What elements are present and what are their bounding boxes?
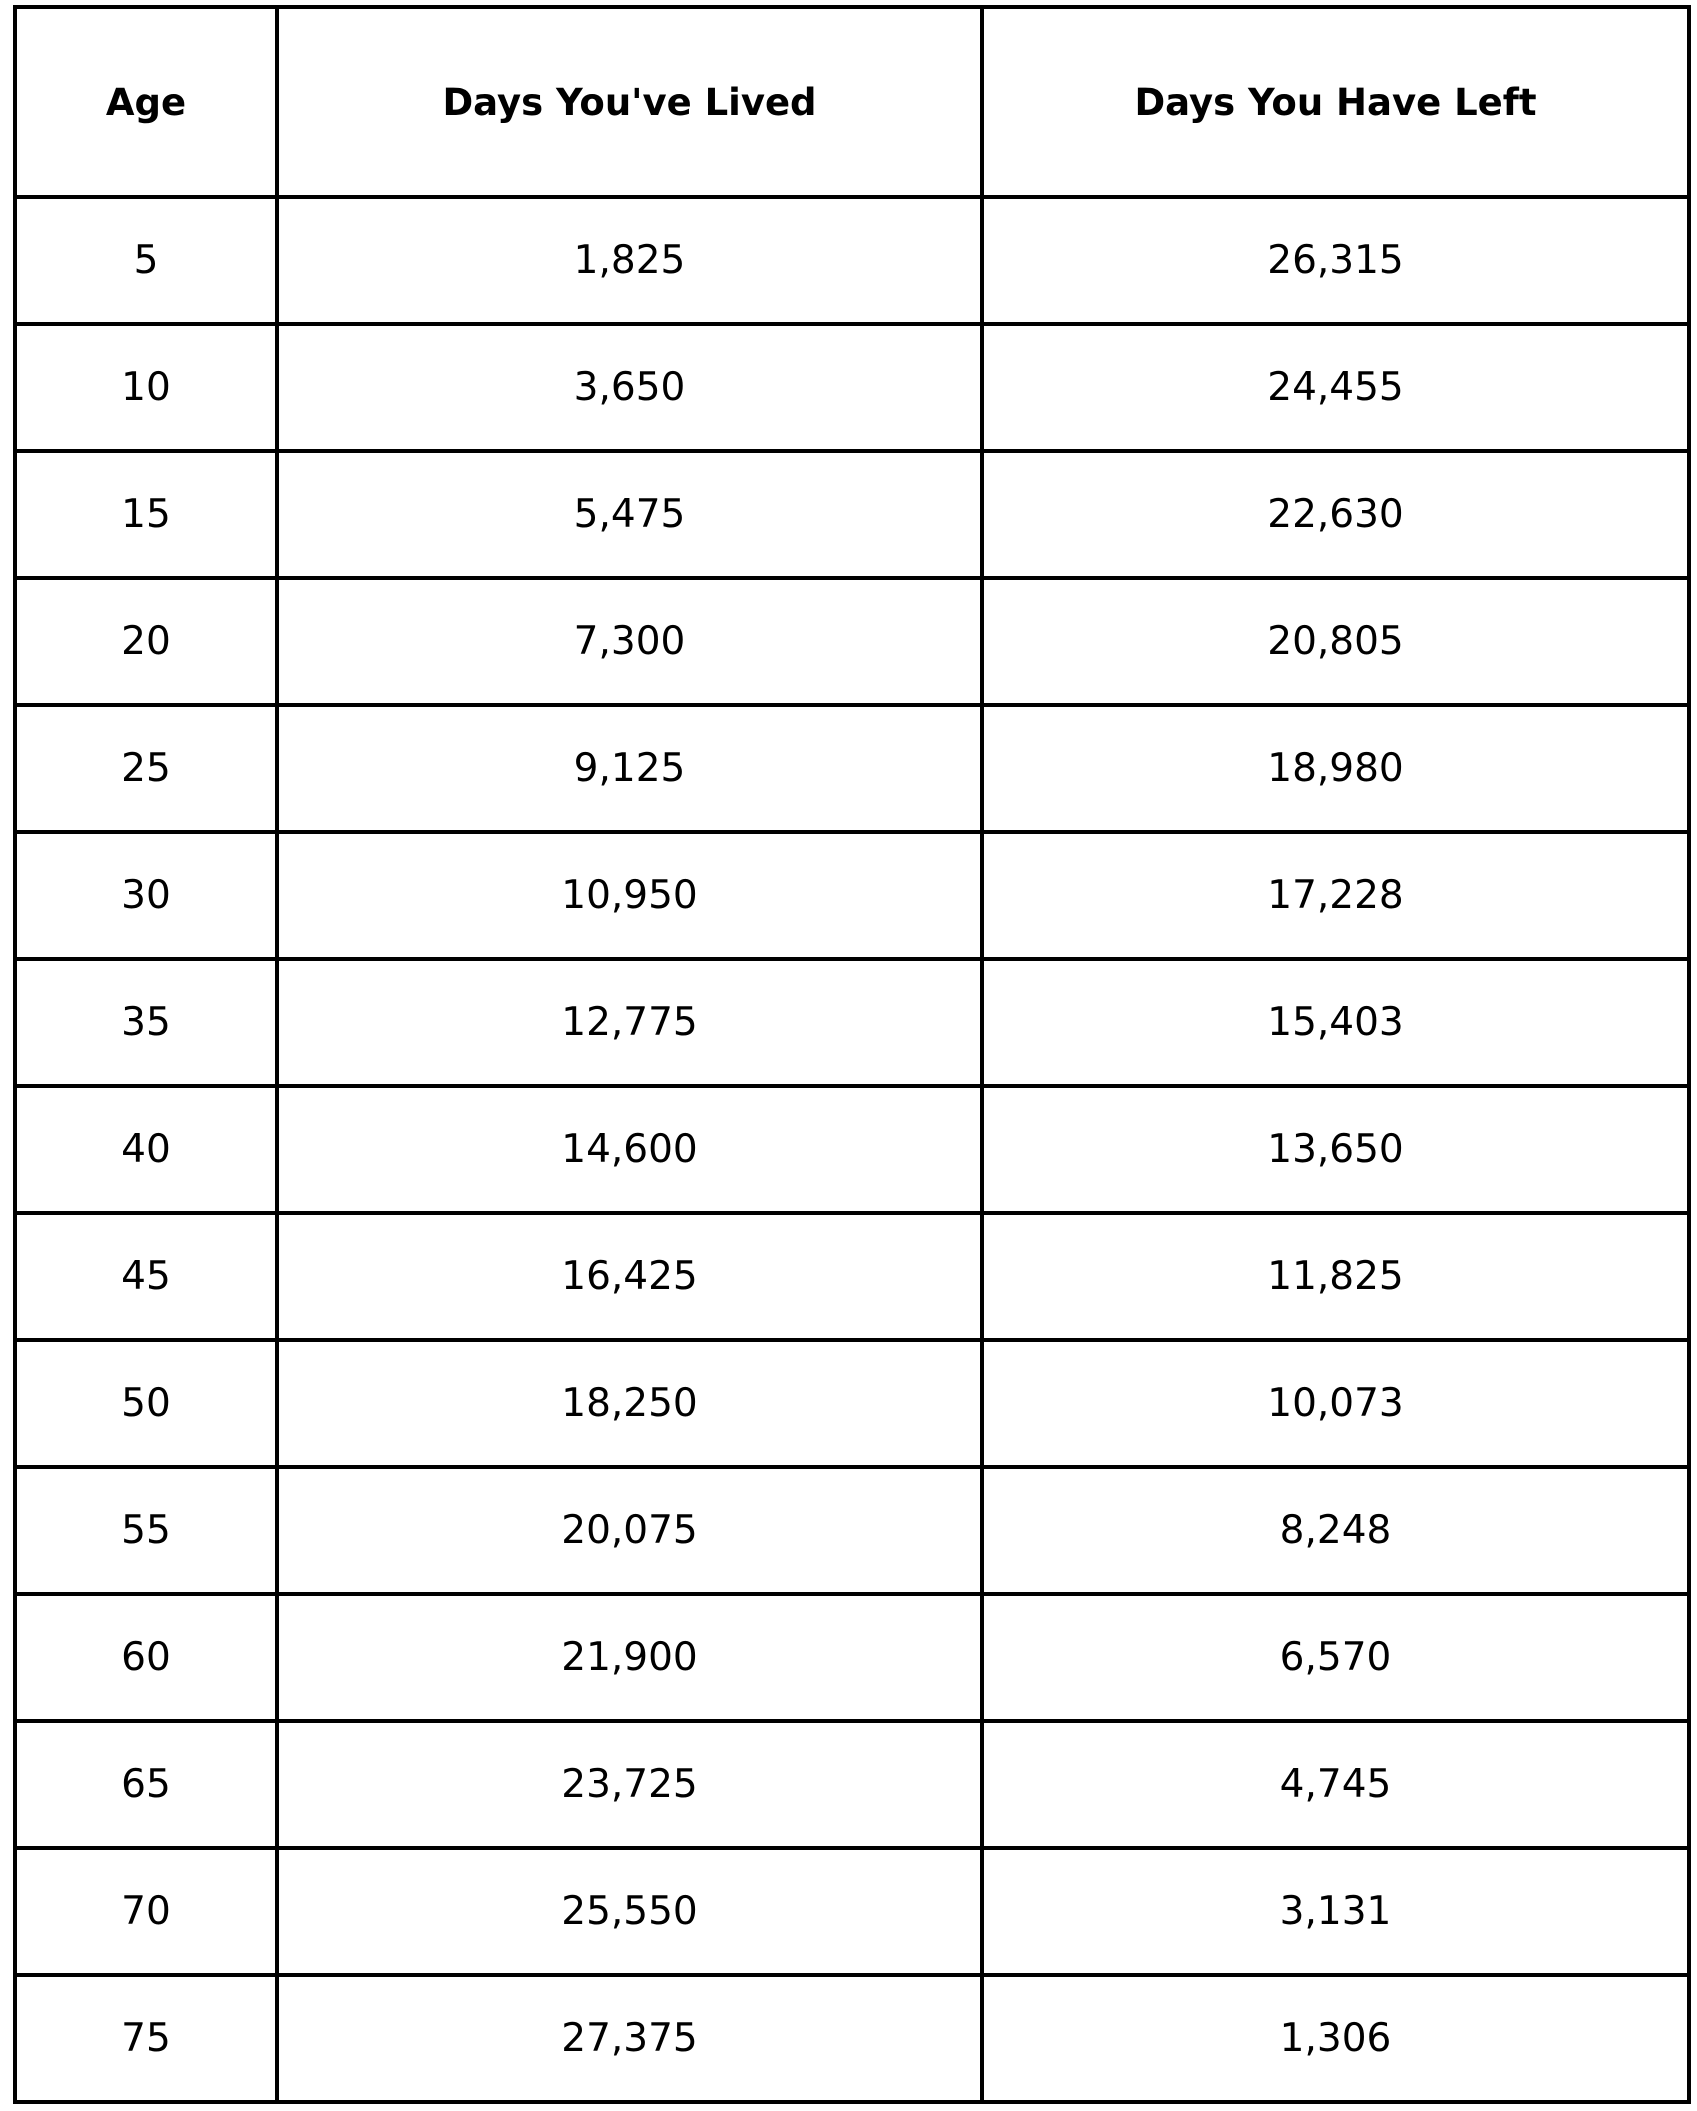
table-row	[15, 1721, 1689, 1848]
table-row	[15, 1340, 1689, 1467]
cell-days-lived: 25,550	[277, 1848, 982, 1975]
cell-age: 30	[15, 832, 277, 959]
table-row	[15, 1213, 1689, 1340]
cell-age: 50	[15, 1340, 277, 1467]
cell-days-left: 3,131	[982, 1848, 1689, 1975]
header-days-left: Days You Have Left	[982, 7, 1689, 197]
cell-age: 70	[15, 1848, 277, 1975]
cell-age: 60	[15, 1594, 277, 1721]
header-age: Age	[15, 7, 277, 197]
cell-age: 40	[15, 1086, 277, 1213]
cell-days-left: 1,306	[982, 1975, 1689, 2102]
cell-age: 65	[15, 1721, 277, 1848]
cell-days-left: 10,073	[982, 1340, 1689, 1467]
table-row	[15, 1594, 1689, 1721]
header-row	[15, 7, 1689, 197]
cell-days-lived: 12,775	[277, 959, 982, 1086]
cell-days-lived: 20,075	[277, 1467, 982, 1594]
cell-days-left: 22,630	[982, 451, 1689, 578]
cell-days-lived: 7,300	[277, 578, 982, 705]
cell-days-left: 6,570	[982, 1594, 1689, 1721]
table-row	[15, 324, 1689, 451]
table-row	[15, 832, 1689, 959]
cell-age: 75	[15, 1975, 277, 2102]
cell-days-left: 18,980	[982, 705, 1689, 832]
cell-days-left: 15,403	[982, 959, 1689, 1086]
table-body	[15, 197, 1689, 2102]
cell-days-left: 8,248	[982, 1467, 1689, 1594]
table-row	[15, 1467, 1689, 1594]
cell-days-lived: 10,950	[277, 832, 982, 959]
cell-days-left: 17,228	[982, 832, 1689, 959]
cell-age: 45	[15, 1213, 277, 1340]
cell-days-lived: 16,425	[277, 1213, 982, 1340]
cell-age: 20	[15, 578, 277, 705]
days-table	[13, 5, 1691, 2104]
table-row	[15, 959, 1689, 1086]
cell-age: 15	[15, 451, 277, 578]
cell-age: 5	[15, 197, 277, 324]
cell-age: 10	[15, 324, 277, 451]
table-row	[15, 1975, 1689, 2102]
cell-days-lived: 14,600	[277, 1086, 982, 1213]
cell-days-lived: 27,375	[277, 1975, 982, 2102]
table-header	[15, 7, 1689, 197]
cell-age: 25	[15, 705, 277, 832]
cell-days-left: 13,650	[982, 1086, 1689, 1213]
cell-days-lived: 5,475	[277, 451, 982, 578]
cell-days-lived: 18,250	[277, 1340, 982, 1467]
cell-days-lived: 23,725	[277, 1721, 982, 1848]
cell-days-left: 20,805	[982, 578, 1689, 705]
table-row	[15, 1086, 1689, 1213]
cell-days-lived: 3,650	[277, 324, 982, 451]
cell-days-lived: 1,825	[277, 197, 982, 324]
cell-age: 35	[15, 959, 277, 1086]
table-row	[15, 451, 1689, 578]
cell-days-lived: 21,900	[277, 1594, 982, 1721]
cell-days-left: 26,315	[982, 197, 1689, 324]
cell-days-left: 11,825	[982, 1213, 1689, 1340]
cell-days-lived: 9,125	[277, 705, 982, 832]
table-row	[15, 1848, 1689, 1975]
table-row	[15, 197, 1689, 324]
table-row	[15, 578, 1689, 705]
cell-days-left: 24,455	[982, 324, 1689, 451]
cell-age: 55	[15, 1467, 277, 1594]
header-days-lived: Days You've Lived	[277, 7, 982, 197]
table-row	[15, 705, 1689, 832]
cell-days-left: 4,745	[982, 1721, 1689, 1848]
